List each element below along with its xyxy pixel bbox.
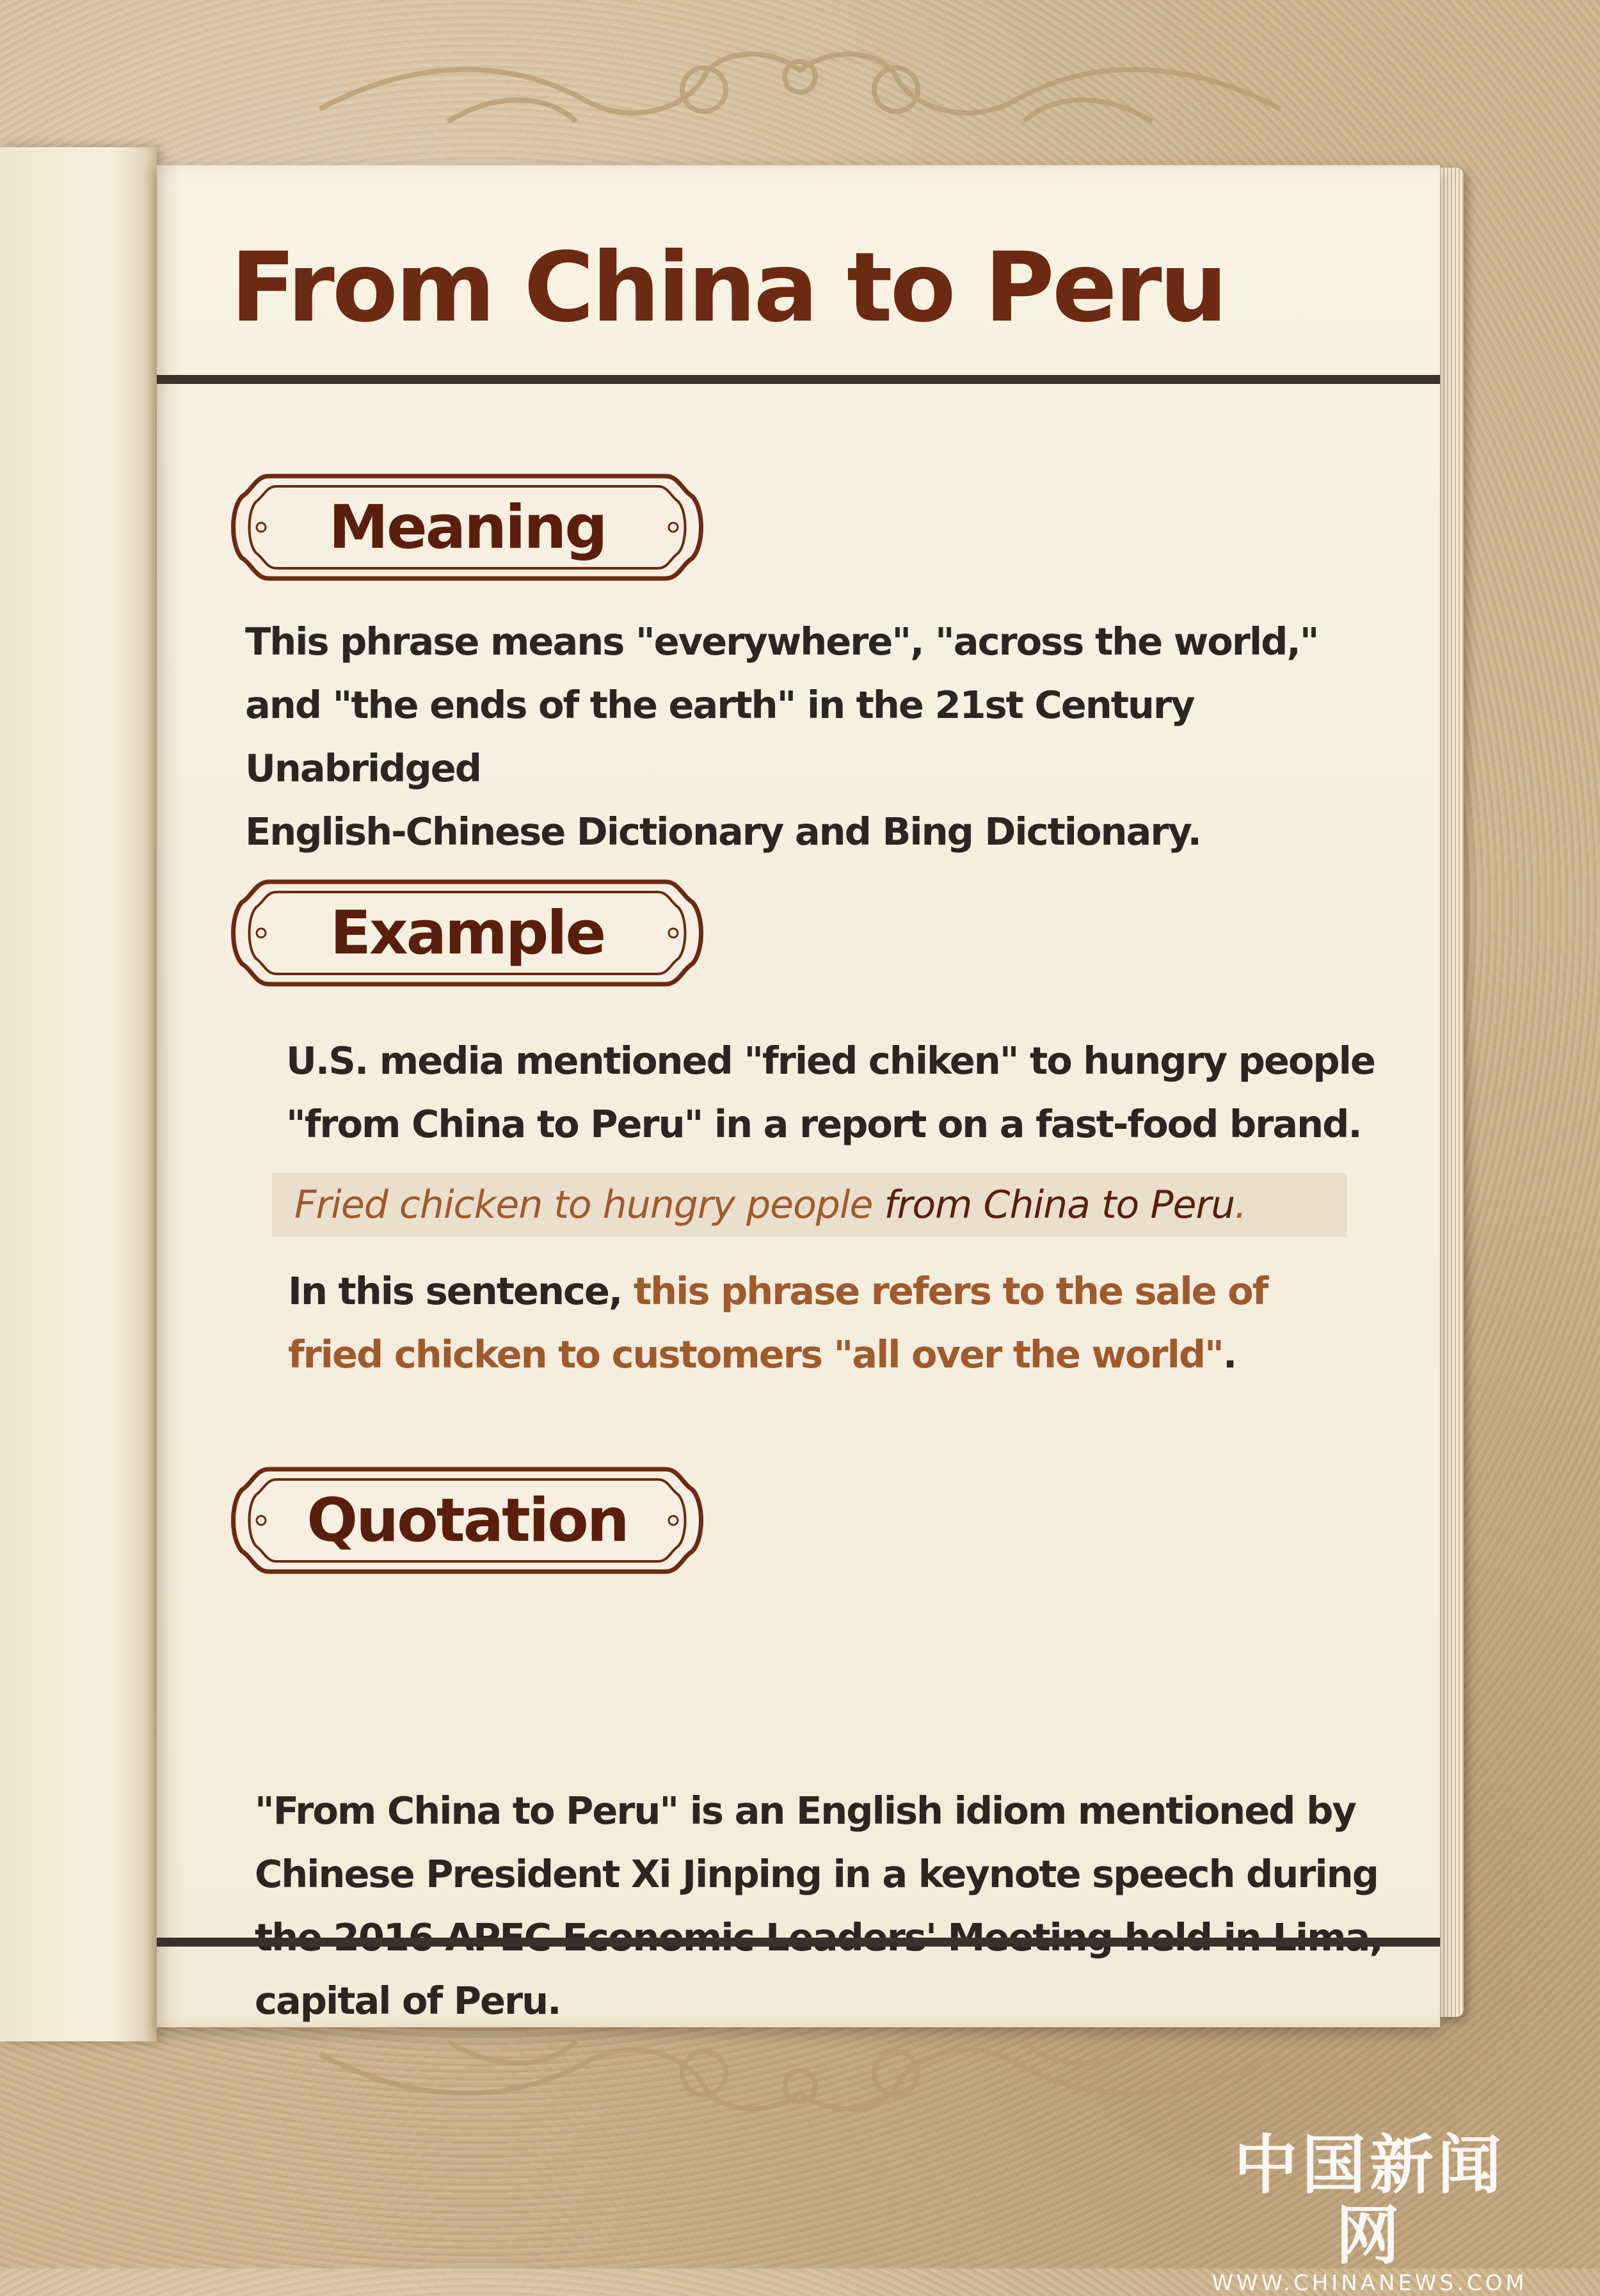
- chinanews-watermark: [1210, 2127, 1530, 2296]
- example-heading-badge: [230, 877, 704, 989]
- left-page: [0, 147, 157, 2041]
- meaning-line: English-Chinese Dictionary and Bing Dictionary.: [245, 809, 1201, 854]
- book-page: [157, 165, 1440, 2027]
- example-sentence-end: .: [1235, 1183, 1247, 1227]
- meaning-heading: Meaning: [328, 492, 606, 562]
- watermark-url: WWW.CHINANEWS.COM: [1212, 2270, 1528, 2296]
- example-heading: Example: [330, 898, 605, 968]
- example-explanation: [288, 1259, 1267, 1386]
- example-paragraph: [286, 1029, 1375, 1156]
- quotation-line: Chinese President Xi Jinping in a keynote speech during: [255, 1852, 1378, 1896]
- example-line: U.S. media mentioned "fried chiken" to hungry people: [286, 1039, 1375, 1083]
- example-sentence-part1: Fried chicken to hungry people: [294, 1183, 884, 1227]
- meaning-paragraph: [245, 610, 1440, 863]
- top-scroll-ornament: [256, 32, 1344, 147]
- example-sentence-phrase: from China to Peru: [884, 1183, 1235, 1227]
- bottom-rule: [157, 1938, 1440, 1947]
- page-edges: [1437, 168, 1464, 2017]
- bottom-scroll-ornament: [256, 2016, 1344, 2131]
- meaning-line: and "the ends of the earth" in the 21st Century Unabridged: [245, 683, 1194, 790]
- meaning-heading-badge: [230, 471, 704, 584]
- explanation-highlight-2: fried chicken to customers "all over the world": [288, 1332, 1223, 1376]
- meaning-line: This phrase means "everywhere", "across the world,": [245, 619, 1318, 664]
- example-sentence: [294, 1173, 1246, 1237]
- page-title: From China to Peru: [230, 232, 1226, 344]
- quotation-paragraph: [255, 1779, 1382, 2032]
- quotation-heading-badge: [230, 1464, 704, 1577]
- explanation-highlight-1: this phrase refers to the sale of: [633, 1269, 1268, 1313]
- explanation-prefix: In this sentence,: [288, 1269, 634, 1313]
- quotation-line: capital of Peru.: [255, 1979, 561, 2023]
- explanation-suffix: .: [1222, 1332, 1236, 1376]
- watermark-chinese: 中国新闻网: [1234, 2127, 1505, 2273]
- top-rule: [157, 375, 1440, 384]
- quotation-line: "From China to Peru" is an English idiom mentioned by: [255, 1789, 1356, 1833]
- quotation-heading: Quotation: [307, 1485, 628, 1556]
- example-line: "from China to Peru" in a report on a fast-food brand.: [286, 1102, 1361, 1146]
